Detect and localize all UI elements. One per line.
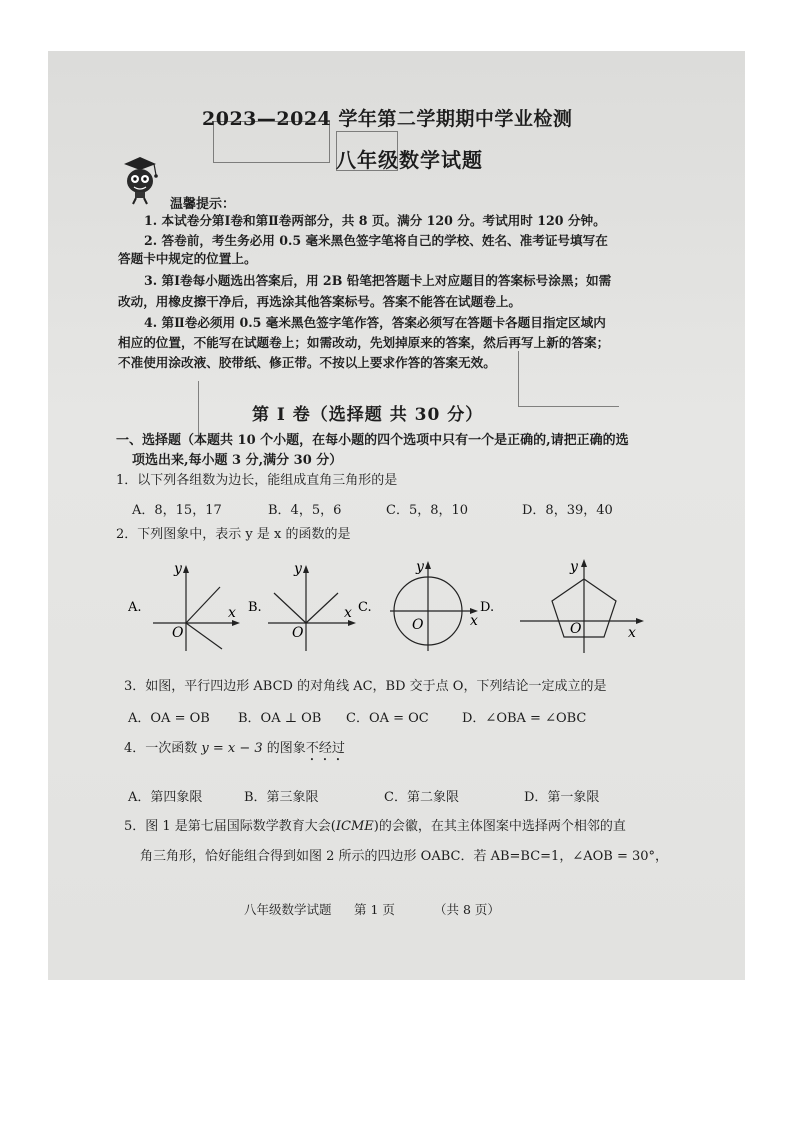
question-5-line-2: 角三角形，恰好能组合得到如图 2 所示的四边形 OABC．若 AB=BC=1，∠AOB = 30°， [140,849,669,864]
graph-c-label: C. [358,600,372,615]
footer-page: 第 1 页 [354,902,395,917]
graph-d-label: D. [480,600,495,615]
question-3-option-b: B．OA ⊥ OB [238,711,322,726]
question-1-option-d: D．8，39，40 [522,503,613,518]
graph-d-y-label: y [570,559,578,575]
graph-a-origin-label: O [172,625,184,641]
part-instruction: 项选出来,每小题 3 分,满分 30 分） [132,453,343,468]
part-instruction: 一、选择题（本题共 10 个小题，在每小题的四个选项中只有一个是正确的,请把正确的选 [116,433,629,448]
question-5-text: 5．图 1 是第七届国际数学教育大会( [124,819,336,834]
question-3-option-d: D．∠OBA = ∠OBC [462,711,587,726]
mascot-doctor-cap-icon [118,155,162,209]
question-1-option-b: B．4，5，6 [268,503,342,518]
graph-a-label: A. [128,600,142,615]
question-5-line-1 [124,817,626,837]
question-4-emphasis: 不经过 [305,741,345,756]
tip-line: 4. 第Ⅱ卷必须用 0.5 毫米黑色签字笔作答，答案必须写在答题卡各题目指定区域内 [144,315,606,330]
tip-line: 相应的位置，不能写在试题卷上；如需改动，先划掉原来的答案，然后再写上新的答案； [118,335,610,350]
exam-subtitle: 八年级数学试题 [336,148,483,172]
tip-line: 改动，用橡皮擦干净后，再选涂其他答案标号。答案不能答在试题卷上。 [118,294,521,309]
tip-line: 不准使用涂改液、胶带纸、修正带。不按以上要求作答的答案无效。 [118,355,496,370]
question-4-suffix: 的图象 [262,741,306,756]
tip-line: 答题卡中规定的位置上。 [118,251,257,266]
bleed-through-figure [518,351,619,407]
exam-page [48,51,745,980]
graph-b-origin-label: O [292,625,304,641]
question-1-option-c: C．5，8，10 [386,503,469,518]
question-2-stem: 2．下列图象中，表示 y 是 x 的函数的是 [116,527,351,542]
tip-line: 1. 本试卷分第Ⅰ卷和第Ⅱ卷两部分，共 8 页。满分 120 分。考试用时 120 分钟。 [144,213,606,228]
footer-subject: 八年级数学试题 [244,902,332,917]
graph-c-origin-label: O [412,617,424,633]
tips-heading: 温馨提示： [170,197,236,212]
question-4-option-b: B．第三象限 [244,790,319,805]
footer-total: （共 8 页） [434,902,500,917]
tip-line: 2. 答卷前，考生务必用 0.5 毫米黑色签字笔将自己的学校、姓名、准考证号填写在 [144,233,608,248]
graph-d-x-label: x [628,625,636,641]
graph-c-y-label: y [416,559,424,575]
question-5-text: )的会徽，在其主体图案中选择两个相邻的直 [373,819,626,834]
question-4-option-a: A．第四象限 [128,790,203,805]
question-4-formula: y = x − 3 [201,741,263,756]
exam-title: 2023—2024 学年第二学期期中学业检测 [202,108,573,130]
question-5-icme: ICME [335,819,374,834]
graph-a-y-label: y [174,561,182,577]
tip-line: 3. 第Ⅰ卷每小题选出答案后，用 2B 铅笔把答题卡上对应题目的答案标号涂黑；如需 [144,273,612,288]
graph-b-y-label: y [294,561,302,577]
question-2-graphs [128,557,688,661]
graph-b-x-label: x [344,605,352,621]
section-title: 第 Ⅰ 卷（选择题 共 30 分） [252,405,484,425]
question-1-option-a: A．8，15，17 [132,503,222,518]
question-3-stem: 3．如图，平行四边形 ABCD 的对角线 AC，BD 交于点 O，下列结论一定成立的是 [124,679,607,694]
graph-a-x-label: x [228,605,236,621]
question-3-option-c: C．OA = OC [346,711,429,726]
question-4-option-c: C．第二象限 [384,790,459,805]
question-4-option-d: D．第一象限 [524,790,600,805]
question-1-stem: 1．以下列各组数为边长，能组成直角三角形的是 [116,473,398,488]
question-3-option-a: A．OA = OB [128,711,210,726]
question-4-stem [124,739,345,764]
graph-d-origin-label: O [570,621,582,637]
graph-b-label: B. [248,600,262,615]
graph-c-x-label: x [470,613,478,629]
question-4-prefix: 4．一次函数 [124,741,202,756]
